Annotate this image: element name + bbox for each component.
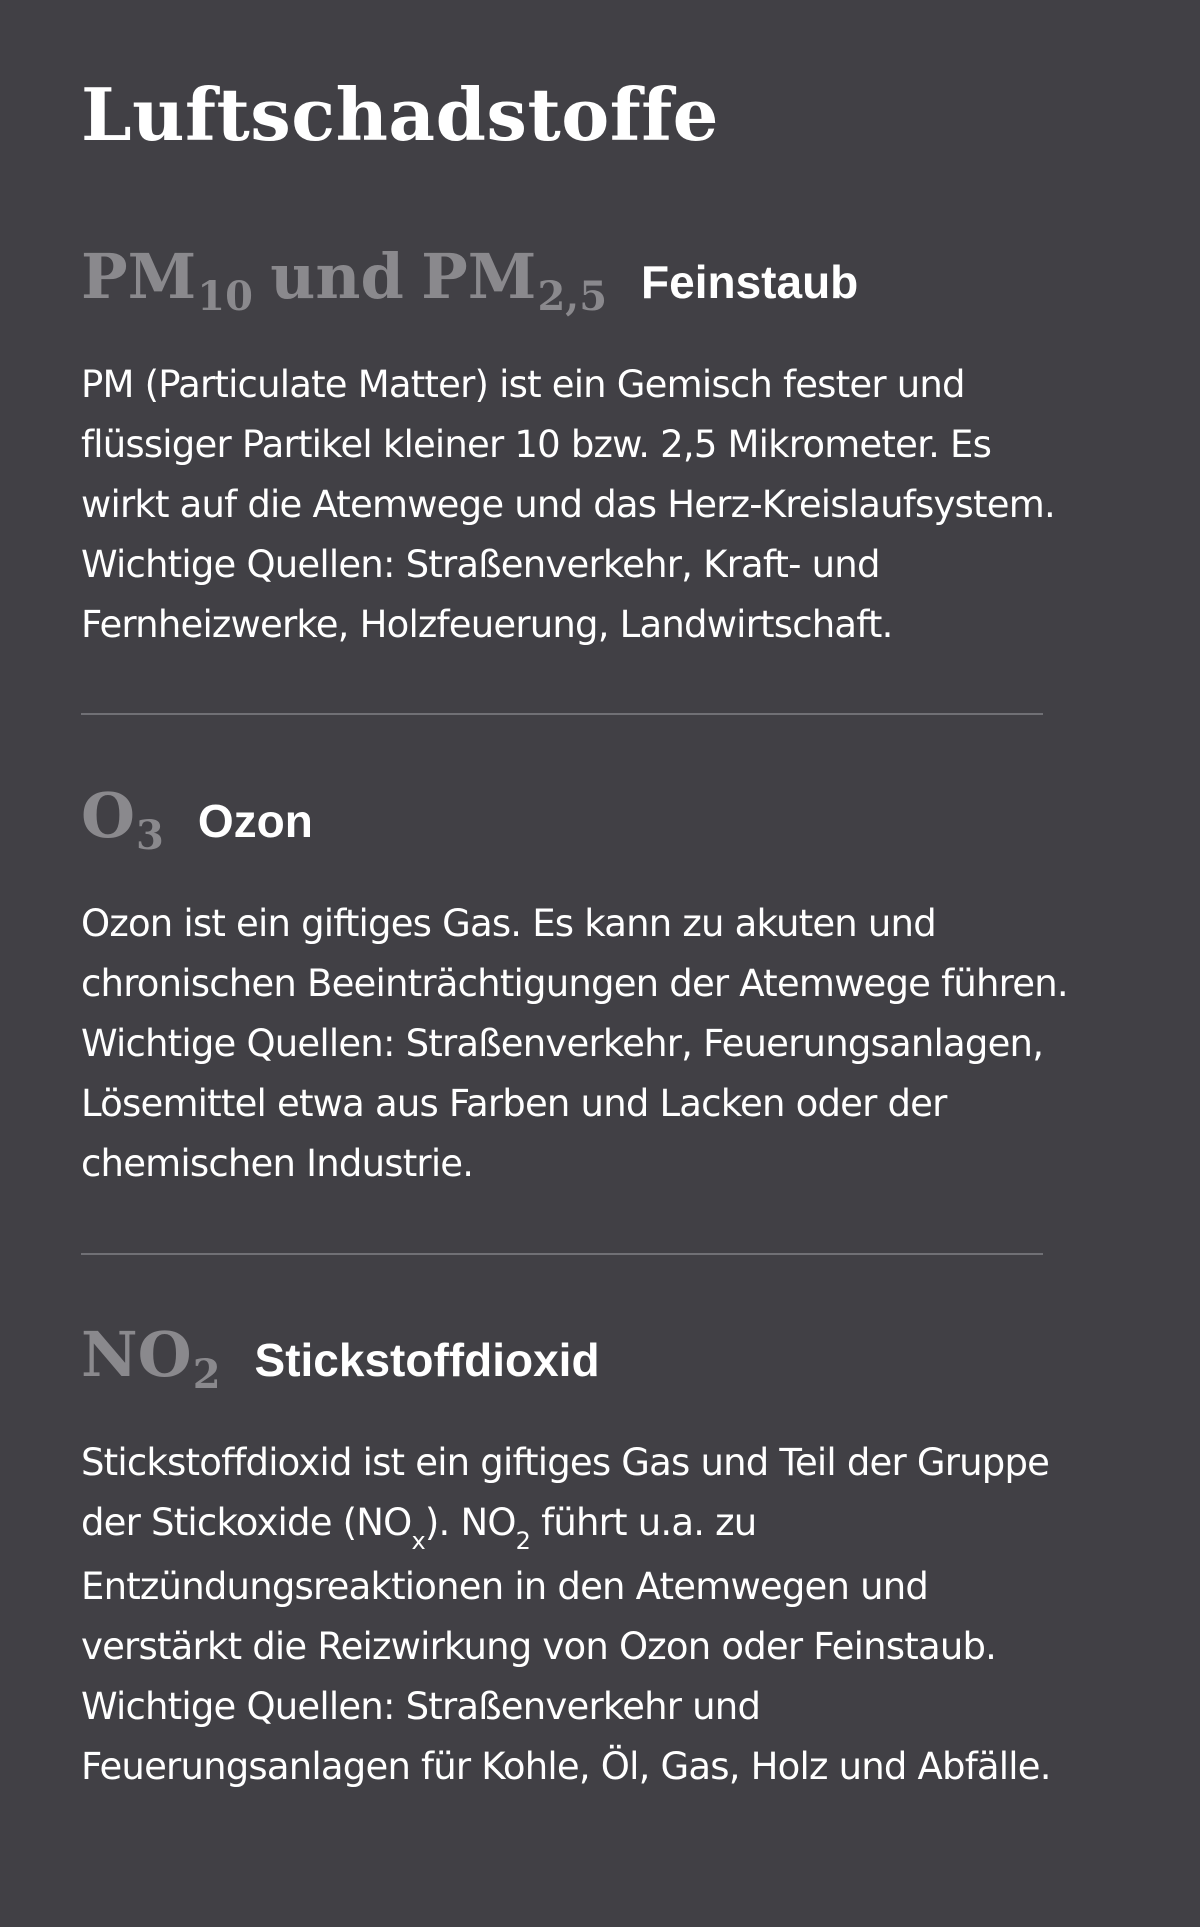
text-line: PM (Particulate Matter) ist ein Gemisch fester und (81, 363, 965, 406)
text-line-with-subscripts (81, 1493, 1141, 1557)
section-text (81, 894, 1141, 1194)
formula-connector: und (270, 240, 404, 313)
text-line: Wichtige Quellen: Straßenverkehr und (81, 1685, 761, 1728)
section-ozon (81, 776, 1141, 1194)
section-heading (81, 776, 1141, 859)
subscript: 2 (515, 1527, 531, 1555)
text-fragment: ). NO (424, 1501, 516, 1544)
text-fragment: führt u.a. zu (530, 1501, 757, 1544)
text-line: Entzündungsreaktionen in den Atemwegen und (81, 1565, 929, 1608)
section-stickstoffdioxid (81, 1315, 1141, 1797)
formula-subscript: 3 (136, 812, 164, 859)
formula-symbol: PM (81, 240, 197, 313)
text-line: chronischen Beeinträchtigungen der Atemwege führen. (81, 962, 1068, 1005)
pollutant-name: Feinstaub (641, 256, 859, 308)
section-heading (81, 1315, 1141, 1398)
text-line: Ozon ist ein giftiges Gas. Es kann zu akuten und (81, 902, 936, 945)
formula-pm (81, 237, 607, 325)
text-line: chemischen Industrie. (81, 1142, 474, 1185)
text-line: Fernheizwerke, Holzfeuerung, Landwirtschaft. (81, 603, 893, 646)
section-text (81, 355, 1141, 655)
formula-subscript: 2 (192, 1351, 221, 1398)
section-text (81, 1433, 1141, 1797)
section-feinstaub (81, 237, 1141, 655)
pollutant-name: Ozon (197, 795, 313, 847)
text-line: Feuerungsanlagen für Kohle, Öl, Gas, Holz und Abfälle. (81, 1745, 1051, 1788)
subscript: x (411, 1527, 425, 1555)
divider (81, 1253, 1043, 1255)
pollutant-name: Stickstoffdioxid (254, 1334, 600, 1386)
formula-subscript: 10 (197, 273, 253, 320)
divider (81, 713, 1043, 715)
text-line: verstärkt die Reizwirkung von Ozon oder Feinstaub. (81, 1625, 997, 1668)
text-line: Wichtige Quellen: Straßenverkehr, Kraft- und (81, 543, 880, 586)
text-line: wirkt auf die Atemwege und das Herz-Kreislaufsystem. (81, 483, 1055, 526)
text-line: Wichtige Quellen: Straßenverkehr, Feuerungsanlagen, (81, 1022, 1044, 1065)
text-fragment: der Stickoxide (NO (81, 1501, 412, 1544)
formula-subscript: 2,5 (537, 273, 608, 320)
formula-o3 (81, 776, 164, 864)
section-heading (81, 237, 1141, 320)
formula-no2 (81, 1315, 221, 1403)
text-line: flüssiger Partikel kleiner 10 bzw. 2,5 Mikrometer. Es (81, 423, 992, 466)
page-title: Luftschadstoffe (81, 72, 719, 157)
formula-symbol: PM (421, 240, 537, 313)
formula-symbol: O (81, 779, 136, 852)
text-line: Stickstoffdioxid ist ein giftiges Gas und Teil der Gruppe (81, 1441, 1050, 1484)
formula-symbol: NO (81, 1318, 192, 1391)
text-line: Lösemittel etwa aus Farben und Lacken oder der (81, 1082, 947, 1125)
